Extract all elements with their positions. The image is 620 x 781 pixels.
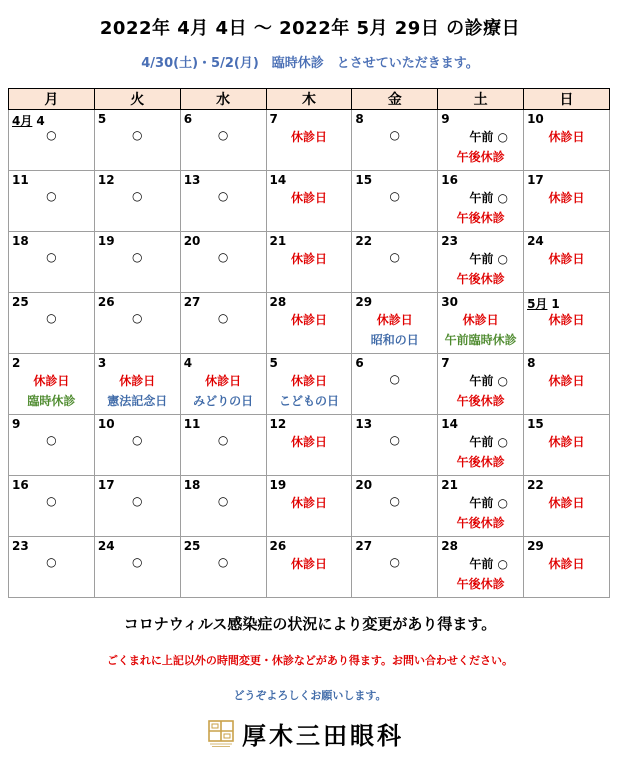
day-number (98, 478, 115, 492)
day-status: ○ (46, 494, 57, 508)
day-status: ○ (217, 250, 229, 264)
day-number (184, 356, 192, 370)
calendar-day-cell (438, 476, 524, 537)
calendar-day-cell (352, 171, 438, 232)
calendar-day-cell (438, 232, 524, 293)
notice-closing: どうぞよろしくお願いします。 (233, 689, 387, 702)
day-status: ○ (217, 555, 229, 569)
calendar-day-cell (94, 476, 180, 537)
day-status: ○ (389, 189, 401, 203)
day-number (184, 112, 192, 126)
day-value: 14 (441, 417, 458, 431)
day-value: 17 (527, 173, 544, 187)
day-number (355, 112, 363, 126)
weekday-thu: 木 (266, 89, 352, 110)
day-number (527, 356, 535, 370)
day-number (12, 478, 29, 492)
day-status: 休診日 (548, 252, 585, 266)
day-number (98, 539, 115, 553)
calendar-day-cell (9, 537, 95, 598)
day-status: 休診日 (290, 557, 327, 571)
page-title: 2022年 4月 4日 〜 2022年 5月 29日 の診療日 (99, 18, 521, 39)
day-value: 6 (355, 356, 364, 370)
day-status: 休診日 (462, 313, 499, 327)
day-number (98, 295, 115, 309)
day-value: 27 (183, 295, 201, 309)
month-label: 5月 (527, 297, 548, 311)
day-number (98, 356, 106, 370)
day-note: 午後休診 (456, 150, 505, 164)
calendar-day-cell (266, 354, 352, 415)
day-status: ○ (132, 250, 143, 264)
notice-main: コロナウィルス感染症の状況により変更があり得ます。 (123, 615, 497, 633)
day-number (527, 478, 544, 492)
day-status: 午前 ○ (469, 191, 508, 205)
day-status: ○ (389, 250, 401, 264)
weekday-header-row (9, 89, 610, 110)
day-number (527, 173, 544, 187)
day-note: 昭和の日 (370, 333, 419, 347)
day-value: 20 (355, 478, 373, 492)
calendar-day-cell (94, 415, 180, 476)
calendar-day-cell (94, 537, 180, 598)
day-status: ○ (46, 128, 57, 142)
calendar-week-row (9, 537, 610, 598)
day-value: 28 (441, 539, 458, 553)
day-value: 18 (183, 478, 201, 492)
calendar-day-cell (180, 537, 266, 598)
day-status: ○ (389, 372, 401, 386)
day-number (270, 295, 287, 309)
calendar-day-cell (352, 293, 438, 354)
day-status: ○ (46, 250, 57, 264)
calendar-day-cell (9, 232, 95, 293)
day-status: 休診日 (548, 130, 585, 144)
day-number (98, 234, 115, 248)
day-value: 24 (527, 234, 544, 248)
day-number (441, 356, 449, 370)
day-value: 14 (269, 173, 287, 187)
day-status: 午前 ○ (469, 130, 508, 144)
weekday-wed: 水 (180, 89, 266, 110)
day-status: ○ (132, 311, 143, 325)
day-status: 休診日 (290, 191, 327, 205)
day-number (441, 112, 449, 126)
day-value: 8 (527, 356, 536, 370)
day-status: 休診日 (205, 374, 242, 388)
day-value: 23 (441, 234, 458, 248)
day-status: 休診日 (119, 374, 156, 388)
calendar-day-cell (266, 293, 352, 354)
weekday-fri: 金 (352, 89, 438, 110)
clinic-logo (208, 716, 404, 751)
day-number (355, 417, 372, 431)
calendar-day-cell (180, 476, 266, 537)
day-number (355, 173, 372, 187)
day-value: 6 (183, 112, 193, 126)
calendar-day-cell (266, 110, 352, 171)
day-number (270, 417, 287, 431)
day-value: 4 (183, 356, 193, 370)
day-status: ○ (46, 189, 57, 203)
day-number (98, 112, 106, 126)
day-status: 休診日 (33, 374, 70, 388)
day-number (12, 539, 29, 553)
day-number (441, 295, 458, 309)
day-status: 休診日 (548, 374, 585, 388)
calendar-day-cell (180, 232, 266, 293)
day-status: 休診日 (290, 130, 327, 144)
calendar-day-cell (352, 476, 438, 537)
closure-notice: 4/30(土)・5/2(月) 臨時休診 とさせていただきます。 (141, 56, 479, 71)
day-status: ○ (217, 433, 229, 447)
calendar-day-cell (524, 232, 610, 293)
day-number (12, 295, 29, 309)
calendar-week-row (9, 171, 610, 232)
calendar-day-cell (352, 354, 438, 415)
day-status: 午前 ○ (469, 557, 508, 571)
calendar-day-cell (9, 110, 95, 171)
calendar-day-cell (180, 415, 266, 476)
day-status: 休診日 (548, 313, 585, 327)
calendar-day-cell (524, 110, 610, 171)
day-value: 11 (183, 417, 201, 431)
calendar-day-cell (180, 110, 266, 171)
day-value: 18 (12, 234, 29, 248)
calendar-day-cell (524, 354, 610, 415)
day-value: 29 (355, 295, 373, 309)
day-status: ○ (132, 128, 143, 142)
notice-detail: ごくまれに上記以外の時間変更・休診などがあり得ます。お問い合わせください。 (106, 654, 514, 667)
day-status: ○ (389, 494, 401, 508)
day-number (184, 539, 201, 553)
day-note: 午後休診 (456, 272, 505, 286)
weekday-tue: 火 (94, 89, 180, 110)
day-number (270, 234, 287, 248)
day-value: 13 (183, 173, 201, 187)
day-value: 11 (12, 173, 29, 187)
day-note: 午後休診 (456, 577, 505, 591)
calendar-day-cell (438, 415, 524, 476)
calendar-day-cell (9, 415, 95, 476)
day-number (355, 356, 363, 370)
calendar-day-cell (524, 537, 610, 598)
day-number (441, 173, 458, 187)
calendar-day-cell (524, 476, 610, 537)
day-value: 12 (97, 173, 115, 187)
calendar-week-row (9, 354, 610, 415)
day-value: 25 (12, 295, 29, 309)
day-number (270, 112, 278, 126)
day-status: ○ (46, 311, 57, 325)
day-value: 29 (527, 539, 544, 553)
day-status: 午前 ○ (469, 252, 508, 266)
day-number (12, 112, 45, 129)
calendar-day-cell (524, 171, 610, 232)
calendar-day-cell (352, 232, 438, 293)
day-number (441, 539, 458, 553)
day-number (355, 539, 372, 553)
day-number (270, 356, 278, 370)
day-number (184, 295, 201, 309)
day-value: 26 (97, 295, 115, 309)
calendar-day-cell (9, 476, 95, 537)
day-number (270, 539, 287, 553)
day-note: 午後休診 (456, 211, 505, 225)
day-status: ○ (46, 433, 57, 447)
day-status: ○ (389, 128, 401, 142)
day-value: 7 (269, 112, 278, 126)
day-number (355, 295, 372, 309)
day-value: 19 (97, 234, 115, 248)
day-note: 午後休診 (456, 455, 505, 469)
day-status: ○ (132, 494, 143, 508)
calendar-day-cell (94, 354, 180, 415)
day-status: ○ (132, 189, 143, 203)
day-number (12, 234, 29, 248)
calendar-day-cell (180, 354, 266, 415)
day-value: 3 (97, 356, 107, 370)
calendar-day-cell (266, 171, 352, 232)
calendar-day-cell (9, 293, 95, 354)
day-status: 午前 ○ (469, 496, 508, 510)
day-number (184, 417, 201, 431)
day-value: 15 (355, 173, 373, 187)
day-note: こどもの日 (278, 394, 339, 408)
day-number (12, 356, 20, 370)
day-number (184, 478, 201, 492)
day-number (270, 173, 287, 187)
calendar-day-cell (266, 537, 352, 598)
day-value: 21 (269, 234, 287, 248)
day-number (355, 234, 372, 248)
calendar-week-row (9, 293, 610, 354)
calendar-day-cell (266, 415, 352, 476)
day-status: 休診日 (290, 252, 327, 266)
day-number (441, 417, 458, 431)
calendar-day-cell (352, 537, 438, 598)
day-value: 27 (355, 539, 373, 553)
day-status: ○ (217, 494, 229, 508)
day-status: 休診日 (290, 435, 327, 449)
day-number (184, 234, 201, 248)
calendar-day-cell (438, 537, 524, 598)
calendar-day-cell (266, 476, 352, 537)
day-status: 休診日 (376, 313, 413, 327)
calendar-day-cell (438, 171, 524, 232)
day-status: 休診日 (548, 557, 585, 571)
day-note: 臨時休診 (27, 394, 76, 408)
calendar-day-cell (438, 110, 524, 171)
calendar-table (8, 88, 610, 598)
day-value: 5 (97, 112, 107, 126)
day-value: 7 (441, 356, 450, 370)
day-number (270, 478, 287, 492)
calendar-day-cell (266, 232, 352, 293)
calendar-day-cell (94, 232, 180, 293)
day-status: 午前 ○ (469, 435, 508, 449)
day-status: 休診日 (290, 374, 327, 388)
month-label: 4月 (12, 114, 33, 128)
calendar-body (9, 110, 610, 598)
day-value: 8 (355, 112, 364, 126)
calendar-day-cell (180, 293, 266, 354)
day-value: 9 (441, 112, 450, 126)
day-value: 19 (269, 478, 287, 492)
day-value: 13 (355, 417, 373, 431)
calendar-day-cell (9, 171, 95, 232)
day-value: 10 (97, 417, 115, 431)
day-number (12, 173, 29, 187)
calendar-week-row (9, 415, 610, 476)
day-value: 4 (36, 114, 45, 128)
weekday-mon: 月 (9, 89, 95, 110)
day-note: 午後休診 (456, 394, 505, 408)
calendar-day-cell (352, 110, 438, 171)
day-status: 休診日 (548, 435, 585, 449)
calendar-day-cell (94, 171, 180, 232)
day-note: 午後休診 (456, 516, 505, 530)
day-status: ○ (132, 433, 143, 447)
day-value: 30 (441, 295, 458, 309)
day-status: 休診日 (290, 496, 327, 510)
weekday-sat: 土 (438, 89, 524, 110)
calendar-week-row (9, 476, 610, 537)
day-value: 25 (183, 539, 201, 553)
day-number (527, 295, 560, 312)
calendar-day-cell (524, 293, 610, 354)
day-status: ○ (217, 311, 229, 325)
calendar-day-cell (9, 354, 95, 415)
day-value: 16 (441, 173, 458, 187)
day-value: 16 (12, 478, 29, 492)
day-status: ○ (389, 555, 401, 569)
day-value: 10 (527, 112, 544, 126)
day-number (441, 234, 458, 248)
day-number (12, 417, 20, 431)
day-number (527, 417, 544, 431)
clinic-logo-icon (208, 720, 234, 748)
day-value: 20 (183, 234, 201, 248)
calendar-day-cell (524, 415, 610, 476)
day-note: 午前臨時休診 (444, 333, 517, 347)
day-value: 2 (12, 356, 21, 370)
calendar-week-row (9, 232, 610, 293)
day-value: 28 (269, 295, 287, 309)
calendar-day-cell (94, 293, 180, 354)
calendar-day-cell (438, 354, 524, 415)
calendar-day-cell (352, 415, 438, 476)
day-number (184, 173, 201, 187)
day-value: 23 (12, 539, 29, 553)
day-status: 休診日 (290, 313, 327, 327)
calendar-day-cell (438, 293, 524, 354)
day-number (98, 173, 115, 187)
day-number (527, 112, 544, 126)
day-number (527, 539, 544, 553)
day-value: 1 (551, 297, 560, 311)
clinic-name: 厚木三田眼科 (242, 721, 404, 750)
calendar-day-cell (180, 171, 266, 232)
day-value: 24 (97, 539, 115, 553)
calendar-week-row (9, 110, 610, 171)
day-value: 21 (441, 478, 458, 492)
day-status: ○ (217, 189, 229, 203)
day-number (98, 417, 115, 431)
day-status: 休診日 (548, 496, 585, 510)
day-status: ○ (389, 433, 401, 447)
day-value: 17 (97, 478, 115, 492)
day-note: みどりの日 (193, 394, 254, 408)
day-value: 15 (527, 417, 544, 431)
day-number (355, 478, 372, 492)
calendar-day-cell (94, 110, 180, 171)
day-value: 22 (355, 234, 373, 248)
day-value: 5 (269, 356, 278, 370)
day-value: 22 (527, 478, 544, 492)
day-status: 休診日 (548, 191, 585, 205)
day-status: 午前 ○ (469, 374, 508, 388)
day-note: 憲法記念日 (107, 394, 168, 408)
day-status: ○ (46, 555, 57, 569)
day-status: ○ (132, 555, 143, 569)
day-number (527, 234, 544, 248)
day-value: 12 (269, 417, 287, 431)
day-value: 26 (269, 539, 287, 553)
day-status: ○ (217, 128, 229, 142)
weekday-sun: 日 (524, 89, 610, 110)
day-value: 9 (12, 417, 21, 431)
day-number (441, 478, 458, 492)
